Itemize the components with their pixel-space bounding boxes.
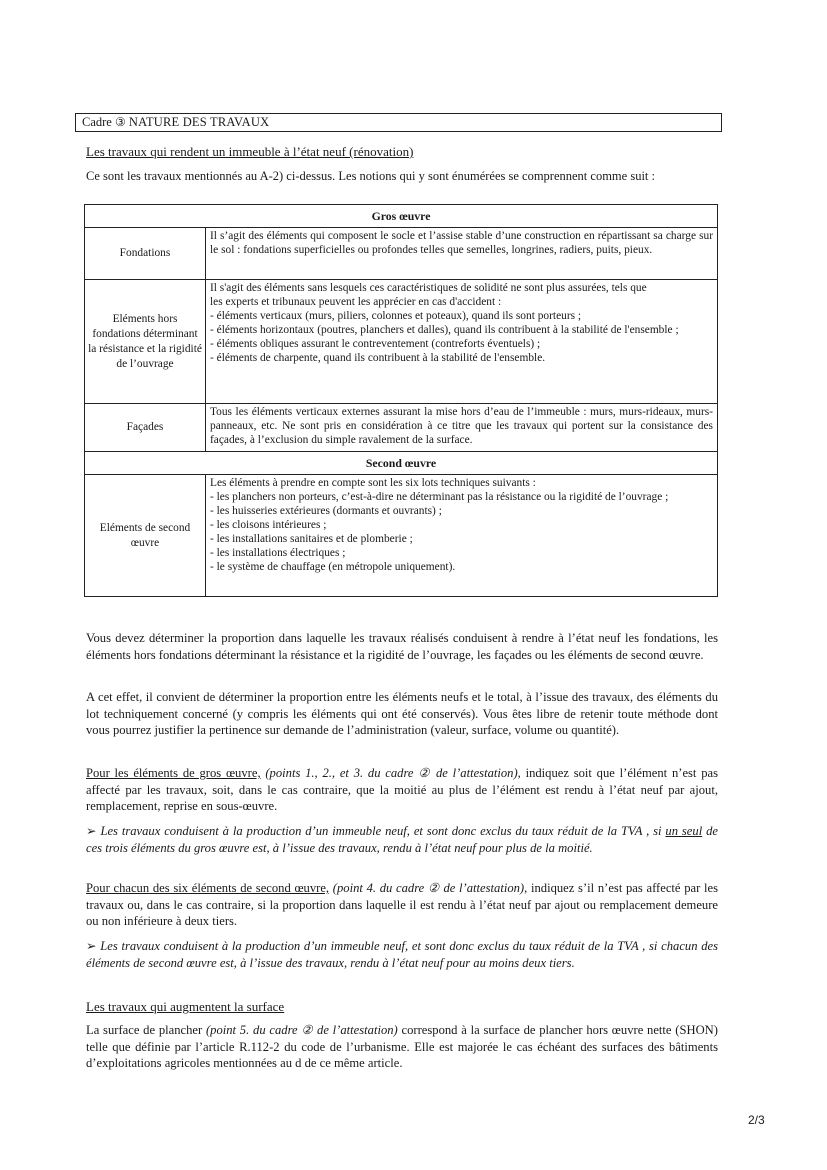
row-label-fondations: Fondations <box>85 228 206 280</box>
desc-line: Il s’agit des éléments qui composent le socle et l’assise stable d’une construction en répartissant sa charge sur le sol : fondations superficielles ou profondes telles que semelles, longrines, radiers, puits, pieux. <box>210 230 713 256</box>
row-label-elements-hors-fondations: Eléments hors fondations déterminant la résistance et la rigidité de l’ouvrage <box>85 280 206 404</box>
second-oeuvre-rest: , indiquez s’il n’est pas affecté par les travaux ou, dans le cas contraire, si la proportion dans laquelle il est rendu à l’état neuf par ajout ou remplacement demeure ou non inférieure à deux tiers. <box>86 881 718 928</box>
row-desc-elements-hors-fondations <box>206 280 718 404</box>
second-oeuvre-ref: (point 4. du cadre ② de l’attestation) <box>329 881 525 895</box>
surface-after: correspond à la surface de plancher hors œuvre nette (SHON) telle que définie par l’article R.112-2 du code de l’urbanisme. Elle est majorée le cas échéant des surfaces des bâtiments d’exploitations agricoles mentionnées au d de ce même article. <box>86 1023 718 1070</box>
paragraph-second-oeuvre <box>86 880 718 930</box>
note1-emph: un seul <box>665 824 703 838</box>
gros-oeuvre-rest: , indiquez soit que l’élément n’est pas affecté par les travaux, soit, dans le cas contraire, que la moitié au plus de l’élément est rendu à l’état neuf par ajout, remplacement, reprise en sous-œuvre. <box>86 766 718 813</box>
paragraph-method: A cet effet, il convient de déterminer la proportion entre les éléments neufs et le total, à l’issue des travaux, des éléments du lot techniquement concerné (y compris les éléments qui ont été conservés). Vous êtes libre de retenir toute méthode dont vous pourrez justifier la pertinence sur demande de l’administration (valeur, surface, volume ou quantité). <box>86 690 718 737</box>
desc-line: les experts et tribunaux peuvent les apprécier en cas d'accident : <box>210 296 502 308</box>
row-desc-fondations <box>206 228 718 280</box>
table-row <box>85 280 718 404</box>
second-oeuvre-lead: Pour chacun des six éléments de second œuvre, <box>86 881 330 895</box>
table-row <box>85 475 718 597</box>
desc-line: - les planchers non porteurs, c’est-à-dire ne déterminant pas la résistance ou la rigidité de l’ouvrage ; <box>210 491 669 503</box>
cadre-header <box>75 113 722 132</box>
note1-after: de ces trois éléments du gros œuvre est, à l’issue des travaux, rendu à l’état neuf pour plus de la moitié. <box>86 824 718 855</box>
arrow-icon: ➢ <box>86 824 97 838</box>
desc-line: - éléments verticaux (murs, piliers, colonnes et poteaux), quand ils sont porteurs ; <box>210 310 582 322</box>
note-second-oeuvre <box>86 938 718 971</box>
desc-line: Il s'agit des éléments sans lesquels ces caractéristiques de solidité ne sont plus assurées, tels que <box>210 282 647 294</box>
renovation-heading: Les travaux qui rendent un immeuble à l’état neuf (rénovation) <box>86 144 414 159</box>
row-label-second-oeuvre: Eléments de second œuvre <box>85 475 206 597</box>
table-row <box>85 228 718 280</box>
gros-oeuvre-lead: Pour les éléments de gros œuvre, <box>86 766 261 780</box>
gros-oeuvre-header: Gros œuvre <box>85 205 718 228</box>
desc-line: - éléments obliques assurant le contreventement (contreforts éventuels) ; <box>210 338 541 350</box>
paragraph-surface <box>86 1022 718 1072</box>
gros-oeuvre-ref: (points 1., 2., et 3. du cadre ② de l’attestation) <box>260 766 518 780</box>
desc-line: - les cloisons intérieures ; <box>210 519 327 531</box>
table-row <box>85 404 718 452</box>
second-oeuvre-header: Second œuvre <box>85 452 718 475</box>
note1-before: Les travaux conduisent à la production d’un immeuble neuf, et sont donc exclus du taux réduit de la TVA , si <box>96 824 666 838</box>
surface-heading: Les travaux qui augmentent la surface <box>86 999 285 1014</box>
row-label-facades: Façades <box>85 404 206 452</box>
desc-line: - éléments horizontaux (poutres, planchers et dalles), quand ils contribuent à la stabilité de l'ensemble ; <box>210 324 679 336</box>
cadre-number: ③ <box>114 115 126 129</box>
row-desc-second-oeuvre <box>206 475 718 597</box>
cadre-title: NATURE DES TRAVAUX <box>128 115 270 129</box>
desc-line: - le système de chauffage (en métropole uniquement). <box>210 561 456 573</box>
desc-line: - les installations électriques ; <box>210 547 346 559</box>
arrow-icon: ➢ <box>86 939 97 953</box>
gros-oeuvre-header-row <box>85 205 718 228</box>
desc-line: - les installations sanitaires et de plomberie ; <box>210 533 413 545</box>
surface-ref: (point 5. du cadre ② de l’attestation) <box>205 1023 398 1037</box>
works-table <box>84 204 718 597</box>
cadre-label: Cadre <box>82 115 112 129</box>
desc-line: Tous les éléments verticaux externes assurant la mise hors d’eau de l’immeuble : murs, murs-rideaux, murs-panneaux, etc. Ne sont pris en considération à ce titre que les travaux qui portent sur la consistance des façades, à l’exclusion du simple ravalement de la surface. <box>210 406 713 446</box>
row-desc-facades <box>206 404 718 452</box>
note2-text: Les travaux conduisent à la production d’un immeuble neuf, et sont donc exclus du taux réduit de la TVA , si chacun des éléments de second œuvre est, à l’issue des travaux, rendu à l’état neuf pour au moins deux tiers. <box>86 939 718 970</box>
paragraph-gros-oeuvre <box>86 765 718 815</box>
second-oeuvre-header-row <box>85 452 718 475</box>
paragraph-proportion: Vous devez déterminer la proportion dans laquelle les travaux réalisés conduisent à rendre à l’état neuf les fondations, les éléments hors fondations déterminant la résistance et la rigidité de l’ouvrage, les façades ou les éléments de second œuvre. <box>86 631 718 662</box>
desc-line: - éléments de charpente, quand ils contribuent à la stabilité de l'ensemble. <box>210 352 546 364</box>
desc-line: - les huisseries extérieures (dormants et ouvrants) ; <box>210 505 442 517</box>
note-gros-oeuvre <box>86 823 718 856</box>
intro-paragraph: Ce sont les travaux mentionnés au A-2) ci-dessus. Les notions qui y sont énumérées se comprennent comme suit : <box>86 169 655 183</box>
surface-before: La surface de plancher <box>86 1023 206 1037</box>
desc-line: Les éléments à prendre en compte sont les six lots techniques suivants : <box>210 477 536 489</box>
page-number: 2/3 <box>748 1113 765 1127</box>
